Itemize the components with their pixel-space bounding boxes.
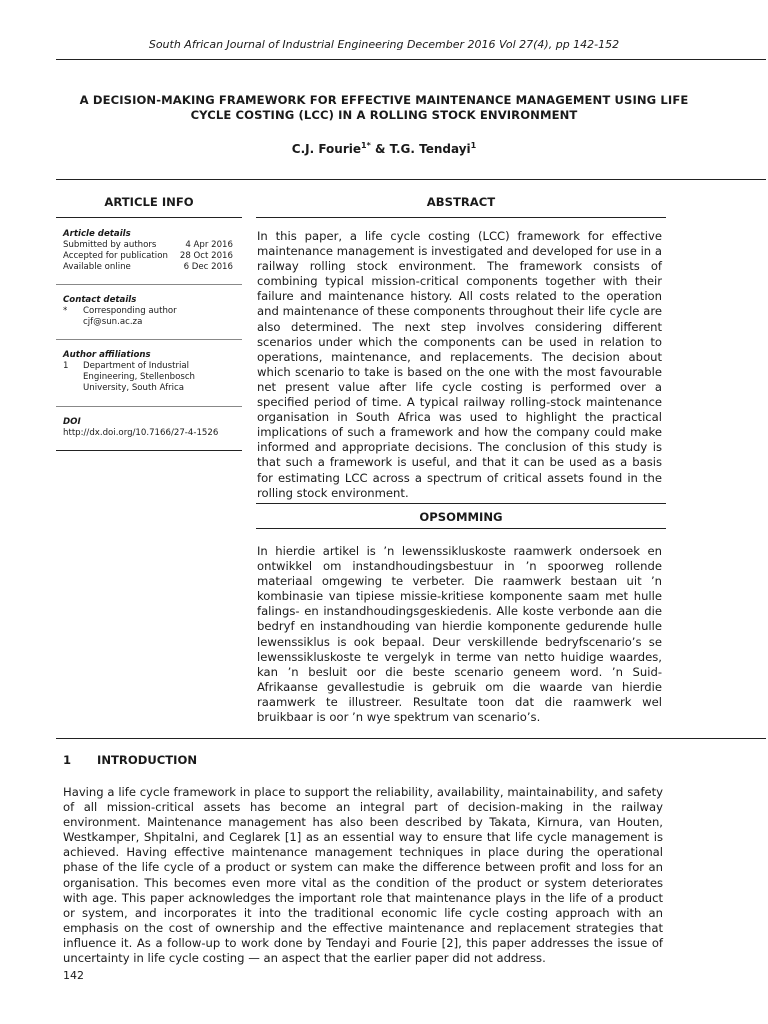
article-info-rule [56,217,242,218]
author-2-affiliation: 1 [470,141,477,150]
side-divider [56,339,242,340]
contact-details: Contact details * Corresponding author cjf@sun.ac.za [63,295,233,328]
author-1: C.J. Fourie [291,142,362,156]
affiliations-heading: Author affiliations [63,350,151,360]
side-divider [56,406,242,407]
section-title: INTRODUCTION [97,753,198,767]
info-top-rule [56,179,766,180]
doi-block [63,417,243,439]
contact-email[interactable]: cjf@sun.ac.za [83,317,143,327]
article-details-heading: Article details [63,229,131,239]
corresponding-author-label: Corresponding author [83,306,177,316]
detail-row: Accepted for publication 28 Oct 2016 [63,251,233,261]
journal-header: South African Journal of Industrial Engineering December 2016 Vol 27(4), pp 142-152 [148,38,620,51]
intro-top-rule [56,738,766,739]
page-number: 142 [63,969,84,982]
section-heading-introduction [63,753,197,767]
detail-row: Available online 6 Dec 2016 [63,262,233,272]
introduction-text: Having a life cycle framework in place to support the reliability, availability, maintainability, and safety of all mission-critical assets has become an integral part of decision-making in the railway environment. Maintenance management has also been described by Takata, Kirnura, van Houten, Westkamper, Shpitalni, and Ceglarek [1] as an essential way to ensure that life cycle management is achieved. Having effective maintenance management techniques in place during the operational phase of the life cycle of a product or system can make the difference between profit and loss for an organisation. This becomes even more vital as the condition of the product or system deteriorates with age. This paper acknowledges the important role that maintenance plays in the life of a product or system, and incorporates it into the traditional economic life cycle costing approach with an emphasis on the cost of ownership and the effective maintenance and replacement strategies that influence it. As a follow-up to work done by Tendayi and Fourie [2], this paper addresses the issue of uncertainty in life cycle costing — an aspect that the earlier paper did not address. [63,785,663,966]
author-2: T.G. Tendayi [389,142,471,156]
opsomming-top-rule [256,503,666,504]
opsomming-text: In hierdie artikel is ’n lewenssikluskoste raamwerk ondersoek en ontwikkel om instandhoudingsbestuur in ’n spoorweg rollende materiaal omgewing te verbeter. Die raamwerk bestaan uit ’n kombinasie van tipiese missie-kritiese komponente saam met hulle falings- en instandhoudingsgeskiedenis. Alle koste verbonde aan die bedryf en instandhouding van hierdie komponente gedurende hulle lewenssiklus is ook bepaal. Deur verskillende bedryfscenario’s se lewenssikluskoste te vergelyk in terme van netto huidige waardes, kan ’n besluit oor die beste scenario geneem word. ’n Suid-Afrikaanse gevallestudie is gebruik om die waarde van hierdie raamwerk te illustreer. Resultate toon dat die raamwerk wel bruikbaar is oor ’n wye spektrum van scenario’s. [257,544,662,725]
opsomming-rule [256,528,666,529]
author-1-affiliation: 1* [361,141,371,150]
article-title: A DECISION-MAKING FRAMEWORK FOR EFFECTIVE MAINTENANCE MANAGEMENT USING LIFE CYCLE COSTING (LCC) IN A ROLLING STOCK ENVIRONMENT [79,93,689,122]
header-rule [56,59,766,60]
section-number: 1 [63,753,72,767]
author-affiliations: Author affiliations 1 Department of Industrial Engineering, Stellenbosch University, South Africa [63,350,233,394]
side-divider [56,284,242,285]
side-bottom-rule [56,450,242,451]
doi-link[interactable]: http://dx.doi.org/10.7166/27-4-1526 [63,428,219,438]
abstract-text: In this paper, a life cycle costing (LCC) framework for effective maintenance management is investigated and developed for use in a railway rolling stock environment. The framework consists of combining typical mission-critical components together with their failure and maintenance history. All costs related to the operation and maintenance of these components throughout their life cycle are also determined. The next step involves considering different scenarios under which the components can be used in relation to operations, maintenance, and replacements. The decision about which scenario to take is based on the one with the most favourable net present value after life cycle costing is performed over a specified period of time. A typical railway rolling-stock maintenance organisation in South Africa was used to highlight the practical implications of such a framework and how the company could make informed and appropriate decisions. The conclusion of this study is that such a framework is useful, and that it can be used as a basis for estimating LCC across a spectrum of critical assets found in the rolling stock environment. [257,229,662,500]
doi-heading: DOI [63,417,81,427]
contact-heading: Contact details [63,295,137,305]
abstract-heading: ABSTRACT [426,195,496,209]
article-details [63,229,233,273]
opsomming-heading: OPSOMMING [419,510,503,524]
article-info-heading: ARTICLE INFO [104,195,194,209]
detail-row: Submitted by authors 4 Apr 2016 [63,240,233,250]
abstract-rule [256,217,666,218]
authors [0,141,768,156]
author-separator: & [370,142,390,156]
